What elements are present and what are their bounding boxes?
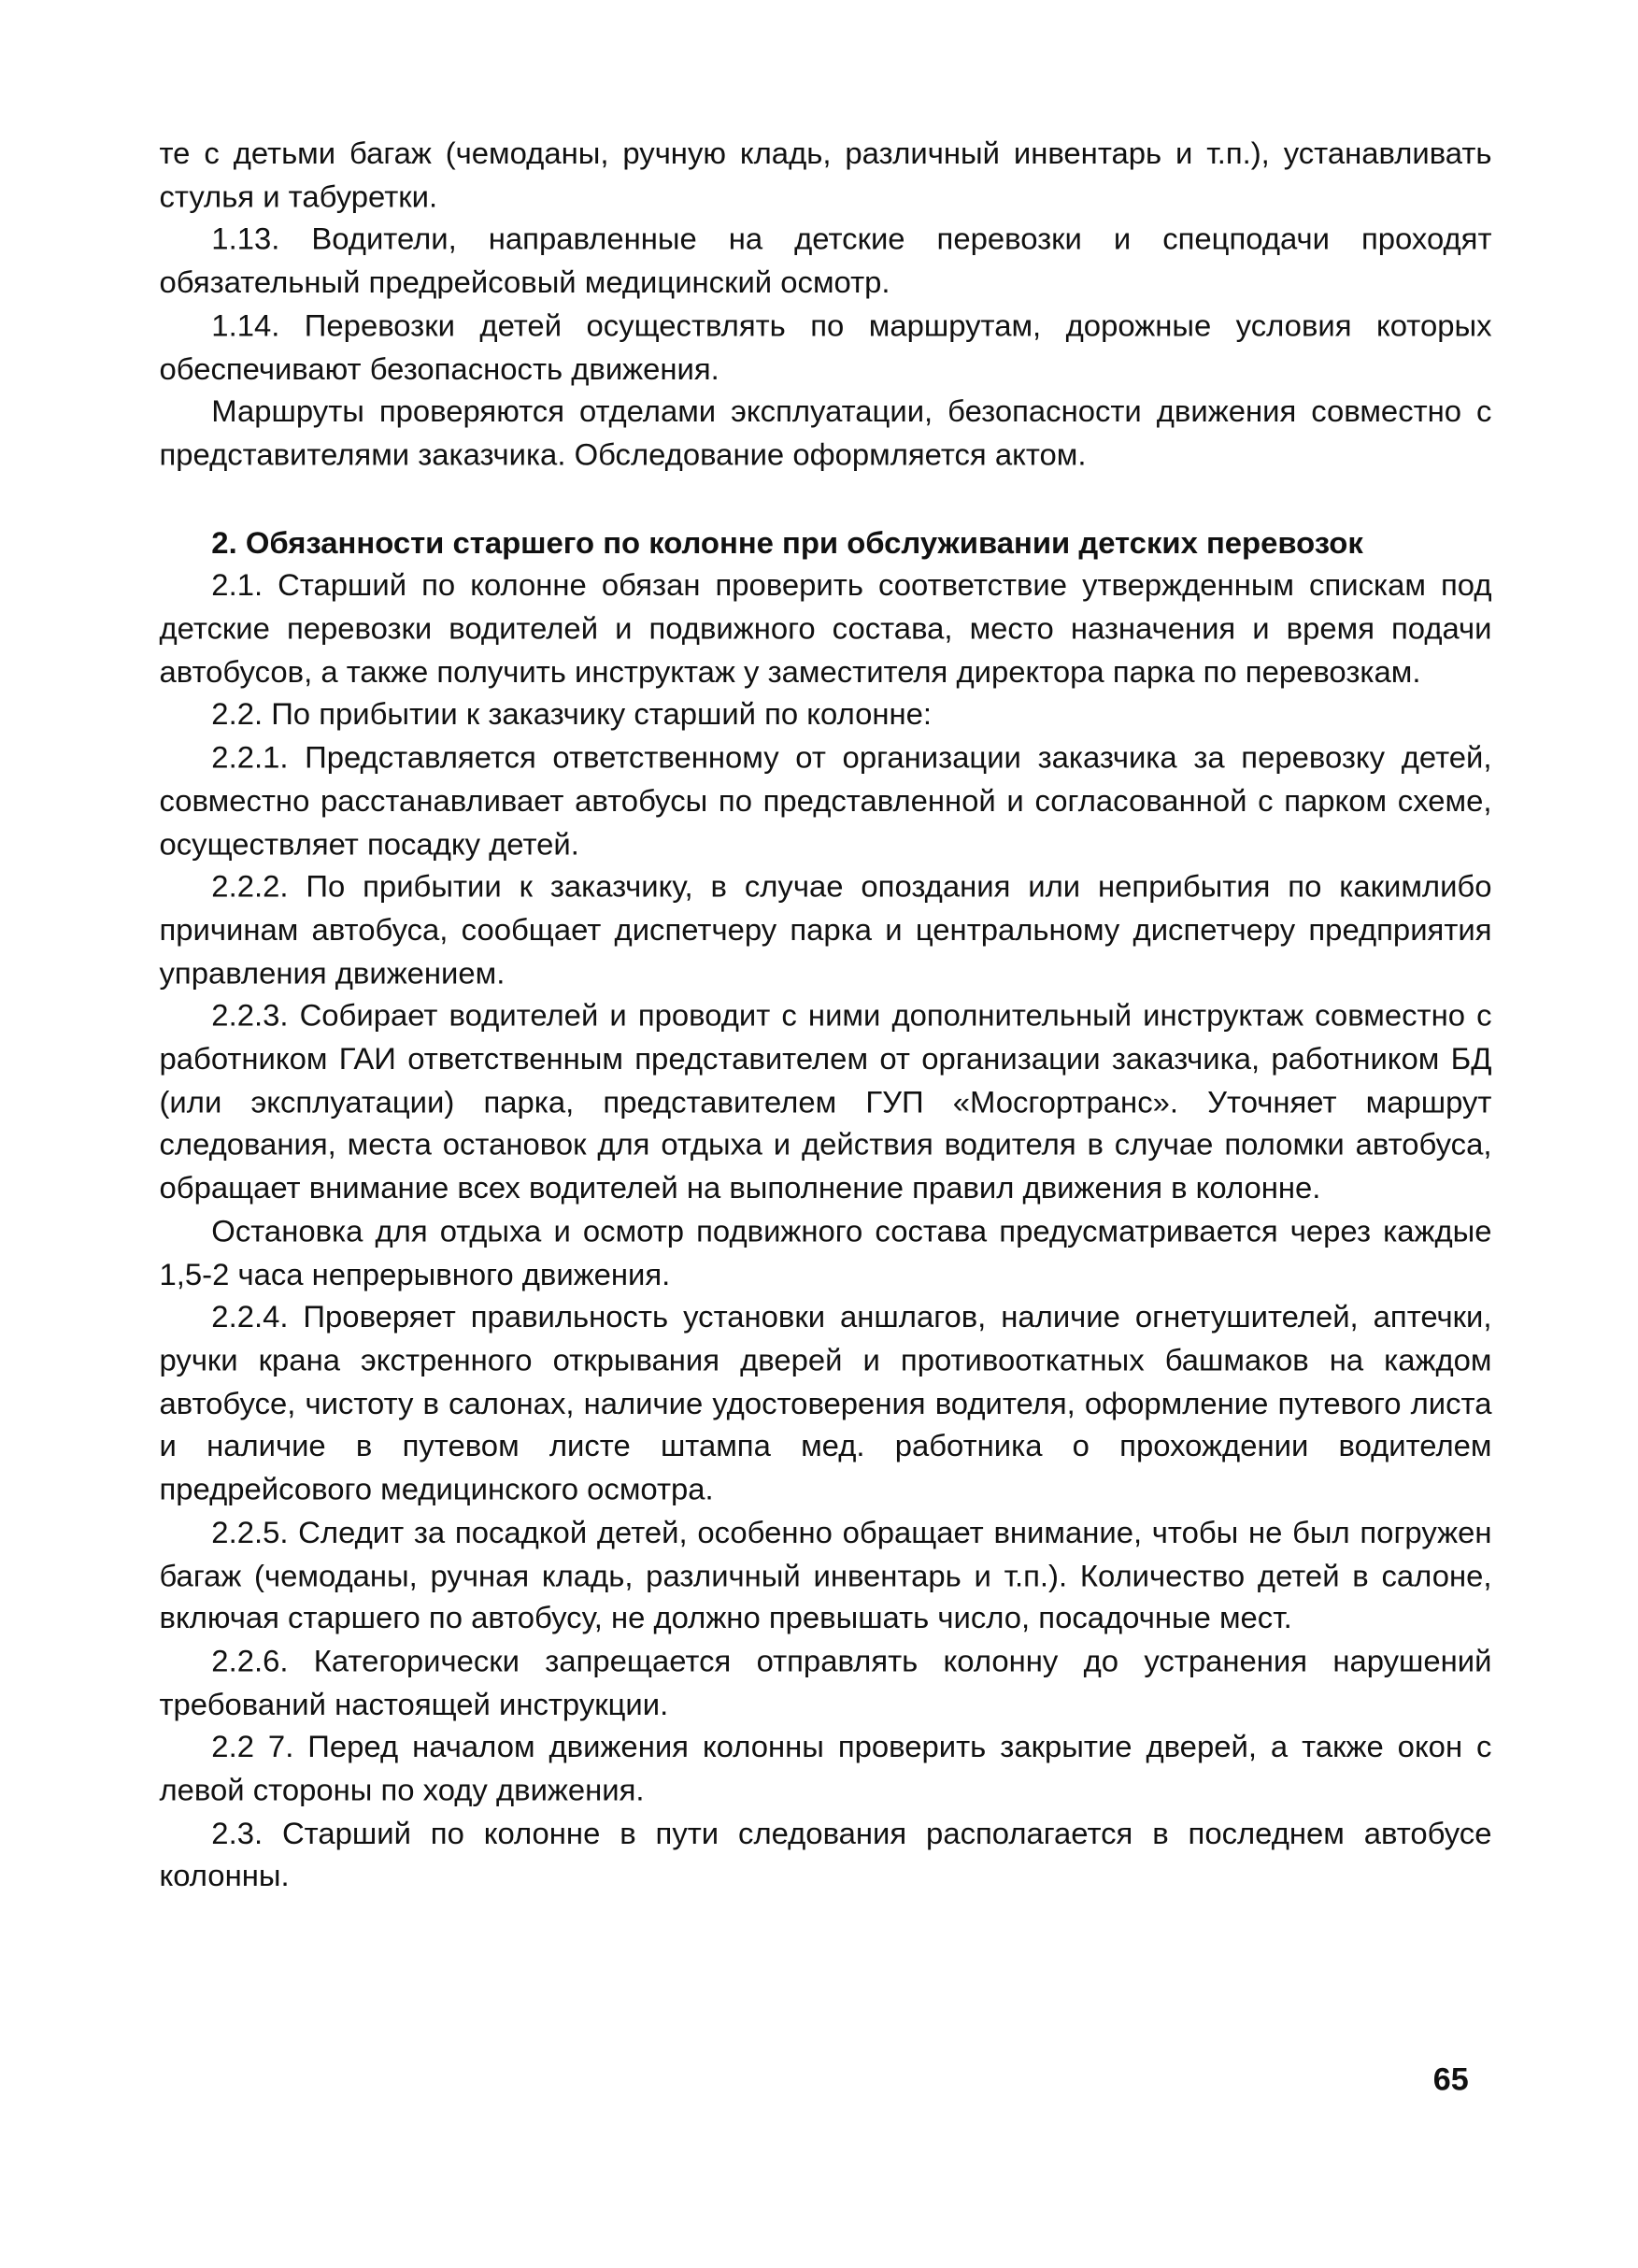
paragraph-rest-stop: Остановка для отдыха и осмотр подвижного состава предусматривается через каждые 1,5-2 часа непрерывного движения.: [159, 1215, 1492, 1291]
paragraph-continuation: те с детьми багаж (чемоданы, ручную кладь, различный инвентарь и т.п.), устанавливать стулья и табуретки.: [159, 137, 1492, 214]
paragraph-2-2-3: 2.2.3. Собирает водителей и проводит с ними дополнительный инструктаж совместно с работником ГАИ ответственным представителем от организации заказчика, работником БД (или эксплуатации) парка, представителем ГУП «Мосгортранс». Уточняет маршрут следования, места остановок для отдыха и действия водителя в случае поломки автобуса, обращает внимание всех водителей на выполнение правил движения в колонне.: [159, 1000, 1492, 1205]
page-number: 65: [1432, 2061, 1469, 2098]
paragraph-2-1: 2.1. Старший по колонне обязан проверить соответствие утвержденным спискам под детские перевозки водителей и подвижного состава, место назначения и время подачи автобусов, а также получить инструктаж у заместителя директора парка по перевозкам.: [159, 569, 1492, 690]
paragraph-2-2-1: 2.2.1. Представляется ответственному от организации заказчика за перевозку детей, совместно расстанавливает автобусы по представленной и согласованной с парком схеме, осуществляет посадку детей.: [159, 741, 1492, 862]
paragraph-2-2-5: 2.2.5. Следит за посадкой детей, особенно обращает внимание, чтобы не был погружен багаж (чемоданы, ручная кладь, различный инвентарь и т.п.). Количество детей в салоне, включая старшего по автобусу, не должно превышать число, посадочные мест.: [159, 1516, 1492, 1636]
page-body: [160, 134, 1492, 1900]
paragraph-1-14: 1.14. Перевозки детей осуществлять по маршрутам, дорожные условия которых обеспечивают безопасность движения.: [159, 309, 1492, 387]
paragraph-2-2-4: 2.2.4. Проверяет правильность установки аншлагов, наличие огнетушителей, аптечки, ручки крана экстренного открывания дверей и противооткатных башмаков на каждом автобусе, чистоту в салонах, наличие удостоверения водителя, оформление путевого листа и наличие в путевом листе штампа мед. работника о прохождении водителем предрейсового медицинского осмотра.: [159, 1301, 1492, 1507]
section-heading-2: 2. Обязанности старшего по колонне при обслуживании детских перевозок: [211, 526, 1363, 561]
paragraph-2-2-6: 2.2.6. Категорически запрещается отправлять колонну до устранения нарушений требований настоящей инструкции.: [159, 1645, 1492, 1722]
paragraph-1-13: 1.13. Водители, направленные на детские перевозки и спецподачи проходят обязательный предрейсовый медицинский осмотр.: [159, 223, 1492, 301]
paragraph-2-2: 2.2. По прибытии к заказчику старший по колонне:: [211, 698, 933, 733]
paragraph-routes-check: Маршруты проверяются отделами эксплуатации, безопасности движения совместно с представителями заказчика. Обследование оформляется актом.: [159, 395, 1492, 473]
paragraph-2-3: 2.3. Старший по колонне в пути следования располагается в последнем автобусе колонны.: [159, 1817, 1492, 1894]
paragraph-2-2-2: 2.2.2. По прибытии к заказчику, в случае опоздания или неприбытия по какимлибо причинам автобуса, сообщает диспетчеру парка и центральному диспетчеру предприятия управления движением.: [159, 870, 1492, 991]
paragraph-2-2-7: 2.2 7. Перед началом движения колонны проверить закрытие дверей, а также окон с левой стороны по ходу движения.: [159, 1731, 1492, 1808]
